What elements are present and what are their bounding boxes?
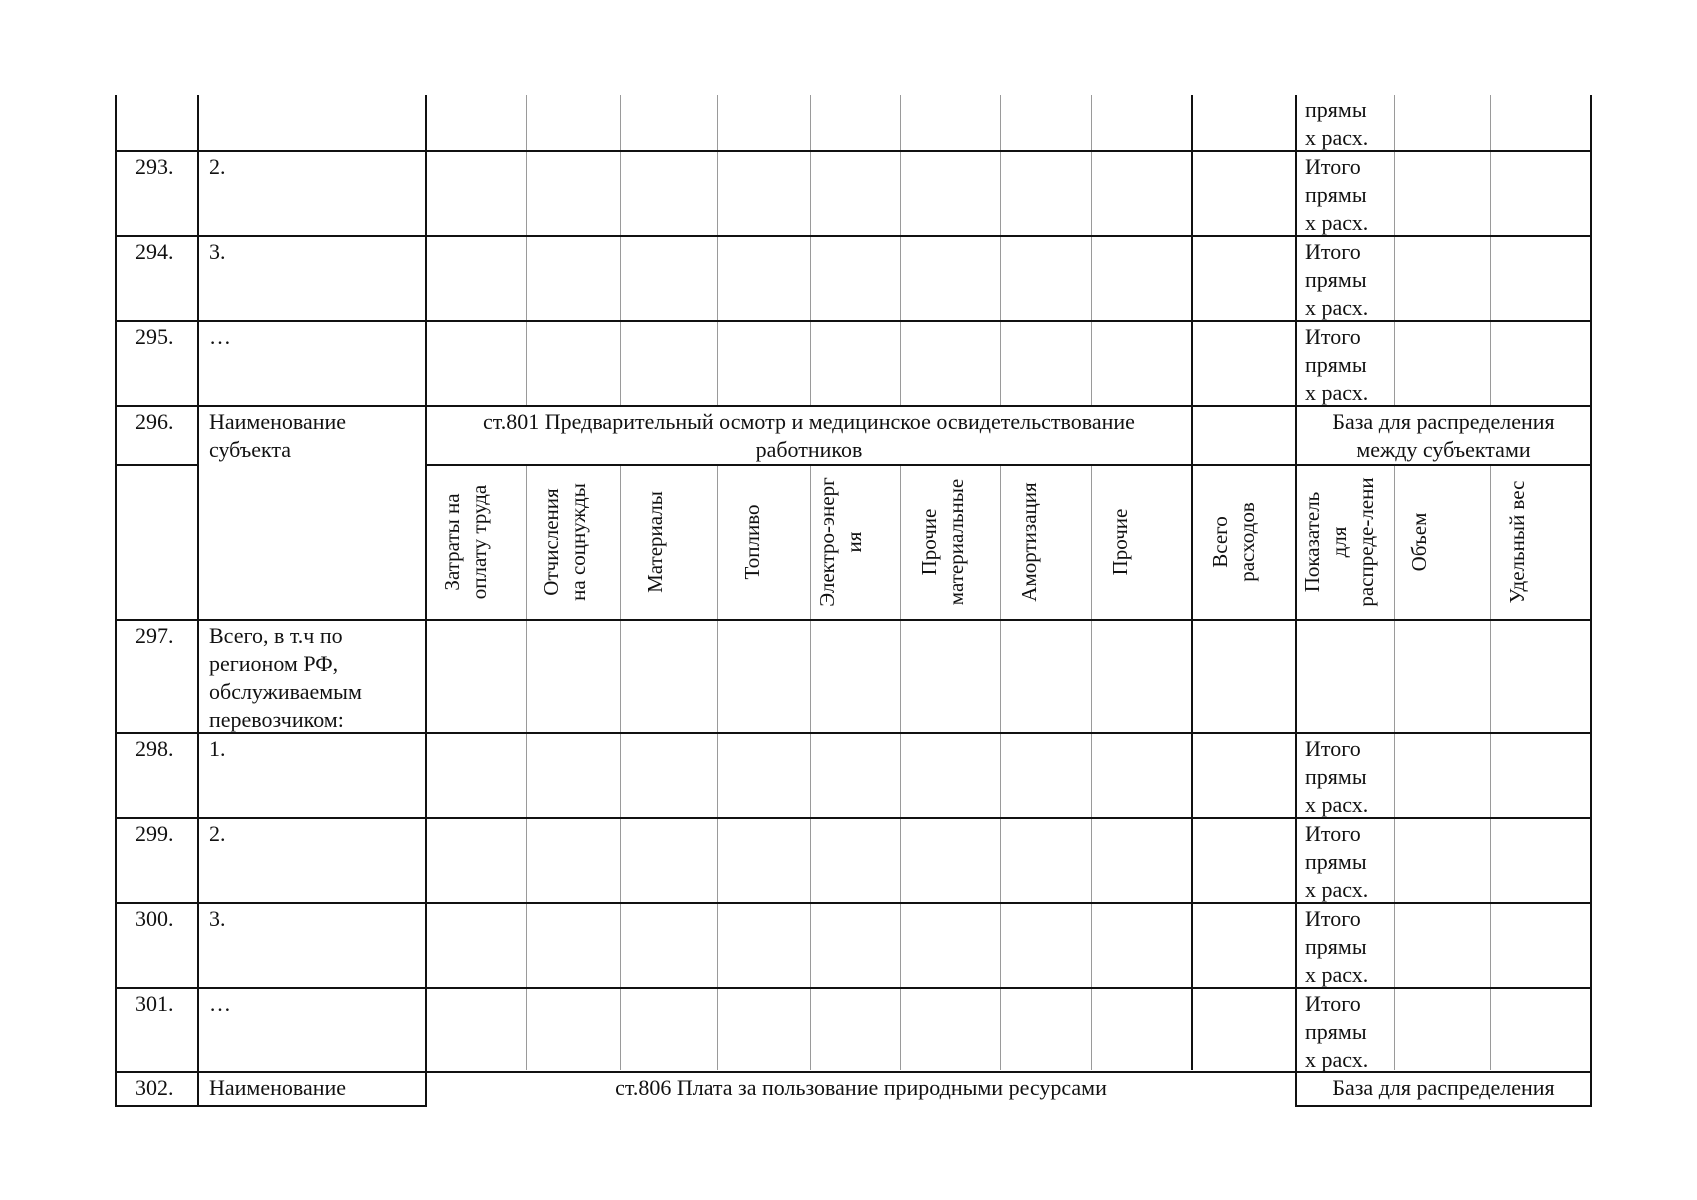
row-name: …	[209, 991, 231, 1016]
row-line	[115, 320, 1592, 322]
row-number: 302.	[135, 1075, 174, 1100]
row-base-label: прямы х расх.	[1305, 97, 1369, 150]
row-number: 300.	[135, 906, 174, 931]
column-header: Амортизация	[1017, 482, 1041, 602]
row-base-label: Итого прямы х расх.	[1305, 991, 1369, 1072]
gridline	[810, 464, 811, 1070]
border-right	[1590, 95, 1592, 1106]
column-header: Объем	[1407, 512, 1431, 572]
gridline	[620, 95, 621, 405]
gridline	[1394, 95, 1395, 405]
row-name: …	[209, 324, 231, 349]
row-line	[115, 987, 1592, 989]
row-line	[115, 817, 1592, 819]
subject-header: Наименование субъекта	[209, 409, 347, 462]
column-header: Всего расходов	[1208, 502, 1259, 582]
gridline	[1394, 464, 1395, 1070]
gridline	[900, 95, 901, 405]
section-title: ст.806 Плата за пользование природными ресурсами	[615, 1075, 1107, 1100]
row-line	[115, 405, 1592, 407]
gridline	[1000, 95, 1001, 405]
border-left	[115, 95, 117, 1106]
row-number: 297.	[135, 623, 174, 648]
gridline	[717, 95, 718, 405]
row-base-label: Итого прямы х расх.	[1305, 239, 1369, 320]
row-number: 301.	[135, 991, 174, 1016]
row-number: 294.	[135, 239, 174, 264]
row-name: Всего, в т.ч по регионом РФ, обслуживаемым перевозчиком:	[209, 623, 362, 732]
row-line	[1295, 1105, 1592, 1107]
subject-header: Наименование	[209, 1075, 347, 1100]
border-num-col	[197, 95, 199, 1106]
column-header: Удельный вес	[1505, 480, 1529, 604]
row-line	[115, 1105, 427, 1107]
gridline	[1490, 464, 1491, 1070]
row-line	[115, 150, 1592, 152]
column-header: Прочие	[1108, 508, 1132, 576]
base-header: База для распределения	[1332, 1075, 1555, 1100]
row-line	[115, 902, 1592, 904]
row-base-label: Итого прямы х расх.	[1305, 906, 1369, 987]
column-header: Показатель для распреде-лени	[1300, 477, 1378, 607]
row-base-label: Итого прямы х расх.	[1305, 736, 1369, 817]
column-header: Электро-энерг ия	[815, 477, 866, 607]
column-header: Прочие материальные	[917, 478, 968, 606]
section-title: ст.801 Предварительный осмотр и медицинское освидетельствование работников	[483, 409, 1135, 462]
row-number: 296.	[135, 409, 174, 434]
gridline	[1490, 95, 1491, 405]
row-name: 3.	[209, 239, 226, 264]
gridline	[810, 95, 811, 405]
row-base-label: Итого прямы х расх.	[1305, 821, 1369, 902]
gridline	[1091, 464, 1092, 1070]
row-line	[115, 619, 1592, 621]
row-base-label: Итого прямы х расх.	[1305, 324, 1369, 405]
gridline	[620, 464, 621, 1070]
row-line	[115, 464, 197, 466]
row-number: 295.	[135, 324, 174, 349]
row-name: 1.	[209, 736, 226, 761]
gridline	[1091, 95, 1092, 405]
column-header: Отчисления на соцнужды	[539, 483, 590, 601]
column-header: Материалы	[643, 491, 667, 593]
gridline	[526, 95, 527, 405]
gridline	[717, 464, 718, 1070]
column-header: Затраты на оплату труда	[440, 484, 491, 600]
row-base-label: Итого прямы х расх.	[1305, 154, 1369, 235]
row-number: 298.	[135, 736, 174, 761]
row-line	[115, 235, 1592, 237]
row-number: 293.	[135, 154, 174, 179]
row-name: 2.	[209, 821, 226, 846]
base-header: База для распределения между субъектами	[1332, 409, 1555, 462]
row-name: 3.	[209, 906, 226, 931]
gridline	[1000, 464, 1001, 1070]
gridline	[900, 464, 901, 1070]
row-name: 2.	[209, 154, 226, 179]
gridline	[526, 464, 527, 1070]
row-line	[115, 1071, 1592, 1073]
row-number: 299.	[135, 821, 174, 846]
column-header: Топливо	[740, 504, 764, 580]
